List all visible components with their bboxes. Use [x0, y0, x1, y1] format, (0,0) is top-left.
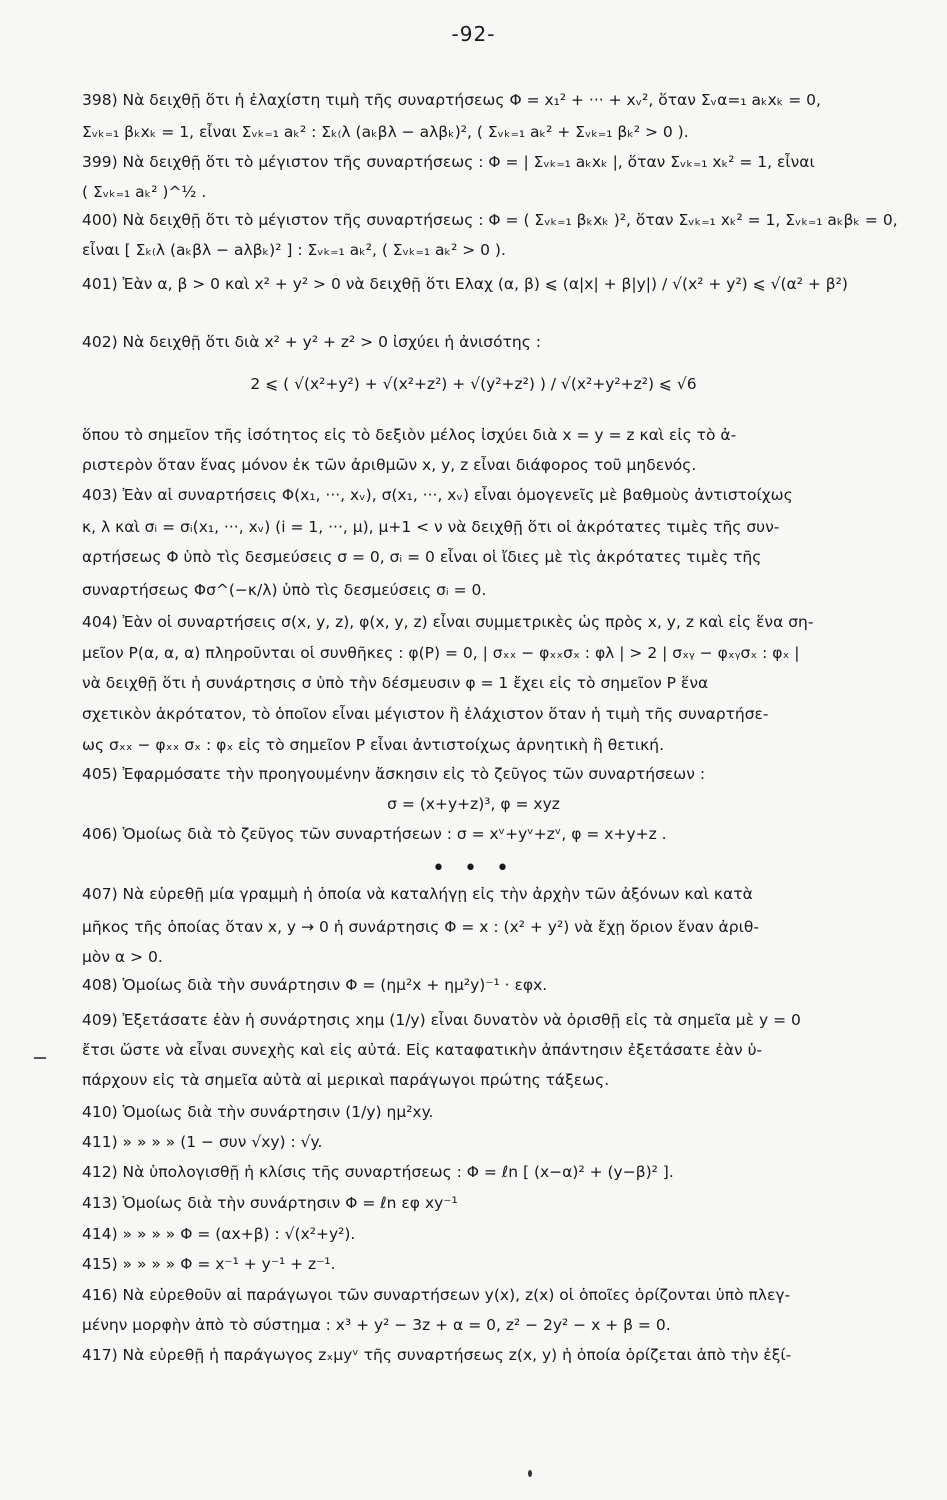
text-line: 410) Ὁμοίως διὰ τὴν συνάρτησιν (1/y) ημ²xy. — [82, 1103, 434, 1121]
text-line: ἔτσι ὥστε νὰ εἶναι συνεχὴς καὶ εἰς αὐτά. Εἰς καταφατικὴν ἀπάντησιν ἐξετάσατε ἐὰν ὑ- — [82, 1041, 763, 1059]
margin-mark — [34, 1057, 46, 1059]
text-line: 411) » » » » (1 − συν √xy) : √y. — [82, 1133, 323, 1151]
page-number: -92- — [451, 22, 496, 46]
text-line: Σᵥₖ₌₁ βₖxₖ = 1, εἶναι Σᵥₖ₌₁ aₖ² : Σₖ₍λ (aₖβλ − aλβₖ)², ( Σᵥₖ₌₁ aₖ² + Σᵥₖ₌₁ βₖ² > 0 ). — [82, 123, 689, 141]
text-line: εἶναι [ Σₖ₍λ (aₖβλ − aλβₖ)² ] : Σᵥₖ₌₁ aₖ², ( Σᵥₖ₌₁ aₖ² > 0 ). — [82, 241, 506, 259]
text-line: 407) Νὰ εὑρεθῇ μία γραμμὴ ἡ ὁποία νὰ καταλήγῃ εἰς τὴν ἀρχὴν τῶν ἀξόνων καὶ κατὰ — [82, 885, 753, 903]
formula-line: σ = (x+y+z)³, φ = xyz — [387, 795, 560, 813]
formula-line: 2 ⩽ ( √(x²+y²) + √(x²+z²) + √(y²+z²) ) / √(x²+y²+z²) ⩽ √6 — [250, 375, 697, 393]
text-line: 399) Νὰ δειχθῇ ὅτι τὸ μέγιστον τῆς συναρτήσεως : Φ = | Σᵥₖ₌₁ aₖxₖ |, ὅταν Σᵥₖ₌₁ xₖ² = 1, εἶναι — [82, 153, 815, 171]
text-line: κ, λ καὶ σᵢ = σᵢ(x₁, ···, xᵥ) (i = 1, ···, μ), μ+1 < ν νὰ δειχθῇ ὅτι οἱ ἀκρότατες τιμὲς τῆς συν- — [82, 518, 780, 536]
text-line: 414) » » » » Φ = (αx+β) : √(x²+y²). — [82, 1225, 356, 1243]
text-line: 405) Ἐφαρμόσατε τὴν προηγουμένην ἄσκησιν εἰς τὸ ζεῦγος τῶν συναρτήσεων : — [82, 765, 706, 783]
text-line: πάρχουν εἰς τὰ σημεῖα αὐτὰ αἱ μερικαὶ παράγωγοι πρώτης τάξεως. — [82, 1071, 610, 1089]
text-line: ριστερὸν ὅταν ἕνας μόνον ἐκ τῶν ἀριθμῶν x, y, z εἶναι διάφορος τοῦ μηδενός. — [82, 456, 697, 474]
text-line: μένην μορφὴν ἀπὸ τὸ σύστημα : x³ + y² − 3z + α = 0, z² − 2y² − x + β = 0. — [82, 1316, 671, 1334]
text-line: 406) Ὁμοίως διὰ τὸ ζεῦγος τῶν συναρτήσεων : σ = xᵛ+yᵛ+zᵛ, φ = x+y+z . — [82, 825, 667, 843]
text-line: σχετικὸν ἀκρότατον, τὸ ὁποῖον εἶναι μέγιστον ἢ ἐλάχιστον ὅταν ἡ τιμὴ τῆς συναρτήσε- — [82, 705, 769, 723]
text-line: νὰ δειχθῇ ὅτι ἡ συνάρτησις σ ὑπὸ τὴν δέσμευσιν φ = 1 ἔχει εἰς τὸ σημεῖον P ἕνα — [82, 674, 709, 692]
text-line: 403) Ἐὰν αἱ συναρτήσεις Φ(x₁, ···, xᵥ), σ(x₁, ···, xᵥ) εἶναι ὁμογενεῖς μὲ βαθμοὺς ἀντιστοίχως — [82, 486, 793, 504]
text-line: μῆκος τῆς ὁποίας ὅταν x, y → 0 ἡ συνάρτησις Φ = x : (x² + y²) νὰ ἔχῃ ὅριον ἕναν ἀριθ- — [82, 918, 759, 936]
section-separator: • • • — [432, 856, 515, 881]
scan-speck — [528, 1470, 532, 1477]
text-line: ( Σᵥₖ₌₁ aₖ² )^½ . — [82, 183, 207, 201]
text-line: 415) » » » » Φ = x⁻¹ + y⁻¹ + z⁻¹. — [82, 1255, 336, 1273]
text-line: 409) Ἐξετάσατε ἐὰν ἡ συνάρτησις xημ (1/y) εἶναι δυνατὸν νὰ ὁρισθῇ εἰς τὰ σημεῖα μὲ y = 0 — [82, 1011, 801, 1029]
text-line: 413) Ὁμοίως διὰ τὴν συνάρτησιν Φ = ℓn εφ xy⁻¹ — [82, 1194, 458, 1212]
text-line: μὸν α > 0. — [82, 948, 163, 966]
text-line: ὅπου τὸ σημεῖον τῆς ἰσότητος εἰς τὸ δεξιὸν μέλος ἰσχύει διὰ x = y = z καὶ εἰς τὸ ἀ- — [82, 426, 737, 444]
text-line: ως σₓₓ − φₓₓ σₓ : φₓ εἰς τὸ σημεῖον P εἶναι ἀντιστοίχως ἀρνητικὴ ἢ θετική. — [82, 736, 665, 754]
text-line: 404) Ἐὰν οἱ συναρτήσεις σ(x, y, z), φ(x, y, z) εἶναι συμμετρικὲς ὡς πρὸς x, y, z καὶ εἰς ἕνα ση- — [82, 613, 814, 631]
text-line: 416) Νὰ εὑρεθοῦν αἱ παράγωγοι τῶν συναρτήσεων y(x), z(x) οἱ ὁποῖες ὁρίζονται ὑπὸ πλεγ- — [82, 1286, 791, 1304]
text-line: 400) Νὰ δειχθῇ ὅτι τὸ μέγιστον τῆς συναρτήσεως : Φ = ( Σᵥₖ₌₁ βₖxₖ )², ὅταν Σᵥₖ₌₁ xₖ² = 1, Σᵥₖ₌₁ aₖβₖ = 0, — [82, 211, 898, 229]
text-line: 401) Ἐὰν α, β > 0 καὶ x² + y² > 0 νὰ δειχθῇ ὅτι Ελαχ (α, β) ⩽ (α|x| + β|y|) / √(x² + y²) ⩽ √(α² + β²) — [82, 275, 848, 293]
text-line: 417) Νὰ εὑρεθῇ ἡ παράγωγος zₓμyᵛ τῆς συναρτήσεως z(x, y) ἡ ὁποία ὁρίζεται ἀπὸ τὴν ἐξί- — [82, 1346, 792, 1364]
text-line: 398) Νὰ δειχθῇ ὅτι ἡ ἐλαχίστη τιμὴ τῆς συναρτήσεως Φ = x₁² + ··· + xᵥ², ὅταν Σᵥα=₁ aₖxₖ = 0, — [82, 91, 821, 109]
text-line: μεῖον P(α, α, α) πληροῦνται οἱ συνθῆκες : φ(P) = 0, | σₓₓ − φₓₓσₓ : φλ | > 2 | σₓᵧ − φₓᵧσₓ : φₓ | — [82, 644, 800, 662]
text-line: 412) Νὰ ὑπολογισθῇ ἡ κλίσις τῆς συναρτήσεως : Φ = ℓn [ (x−α)² + (y−β)² ]. — [82, 1163, 674, 1181]
text-line: 408) Ὁμοίως διὰ τὴν συνάρτησιν Φ = (ημ²x + ημ²y)⁻¹ · εφx. — [82, 976, 548, 994]
text-line: συναρτήσεως Φσ^(−κ/λ) ὑπὸ τὶς δεσμεύσεις σᵢ = 0. — [82, 581, 487, 599]
text-line: αρτήσεως Φ ὑπὸ τὶς δεσμεύσεις σ = 0, σᵢ = 0 εἶναι οἱ ἴδιες μὲ τὶς ἀκρότατες τιμὲς τῆς — [82, 548, 762, 566]
text-line: 402) Νὰ δειχθῇ ὅτι διὰ x² + y² + z² > 0 ἰσχύει ἡ ἀνισότης : — [82, 333, 542, 351]
